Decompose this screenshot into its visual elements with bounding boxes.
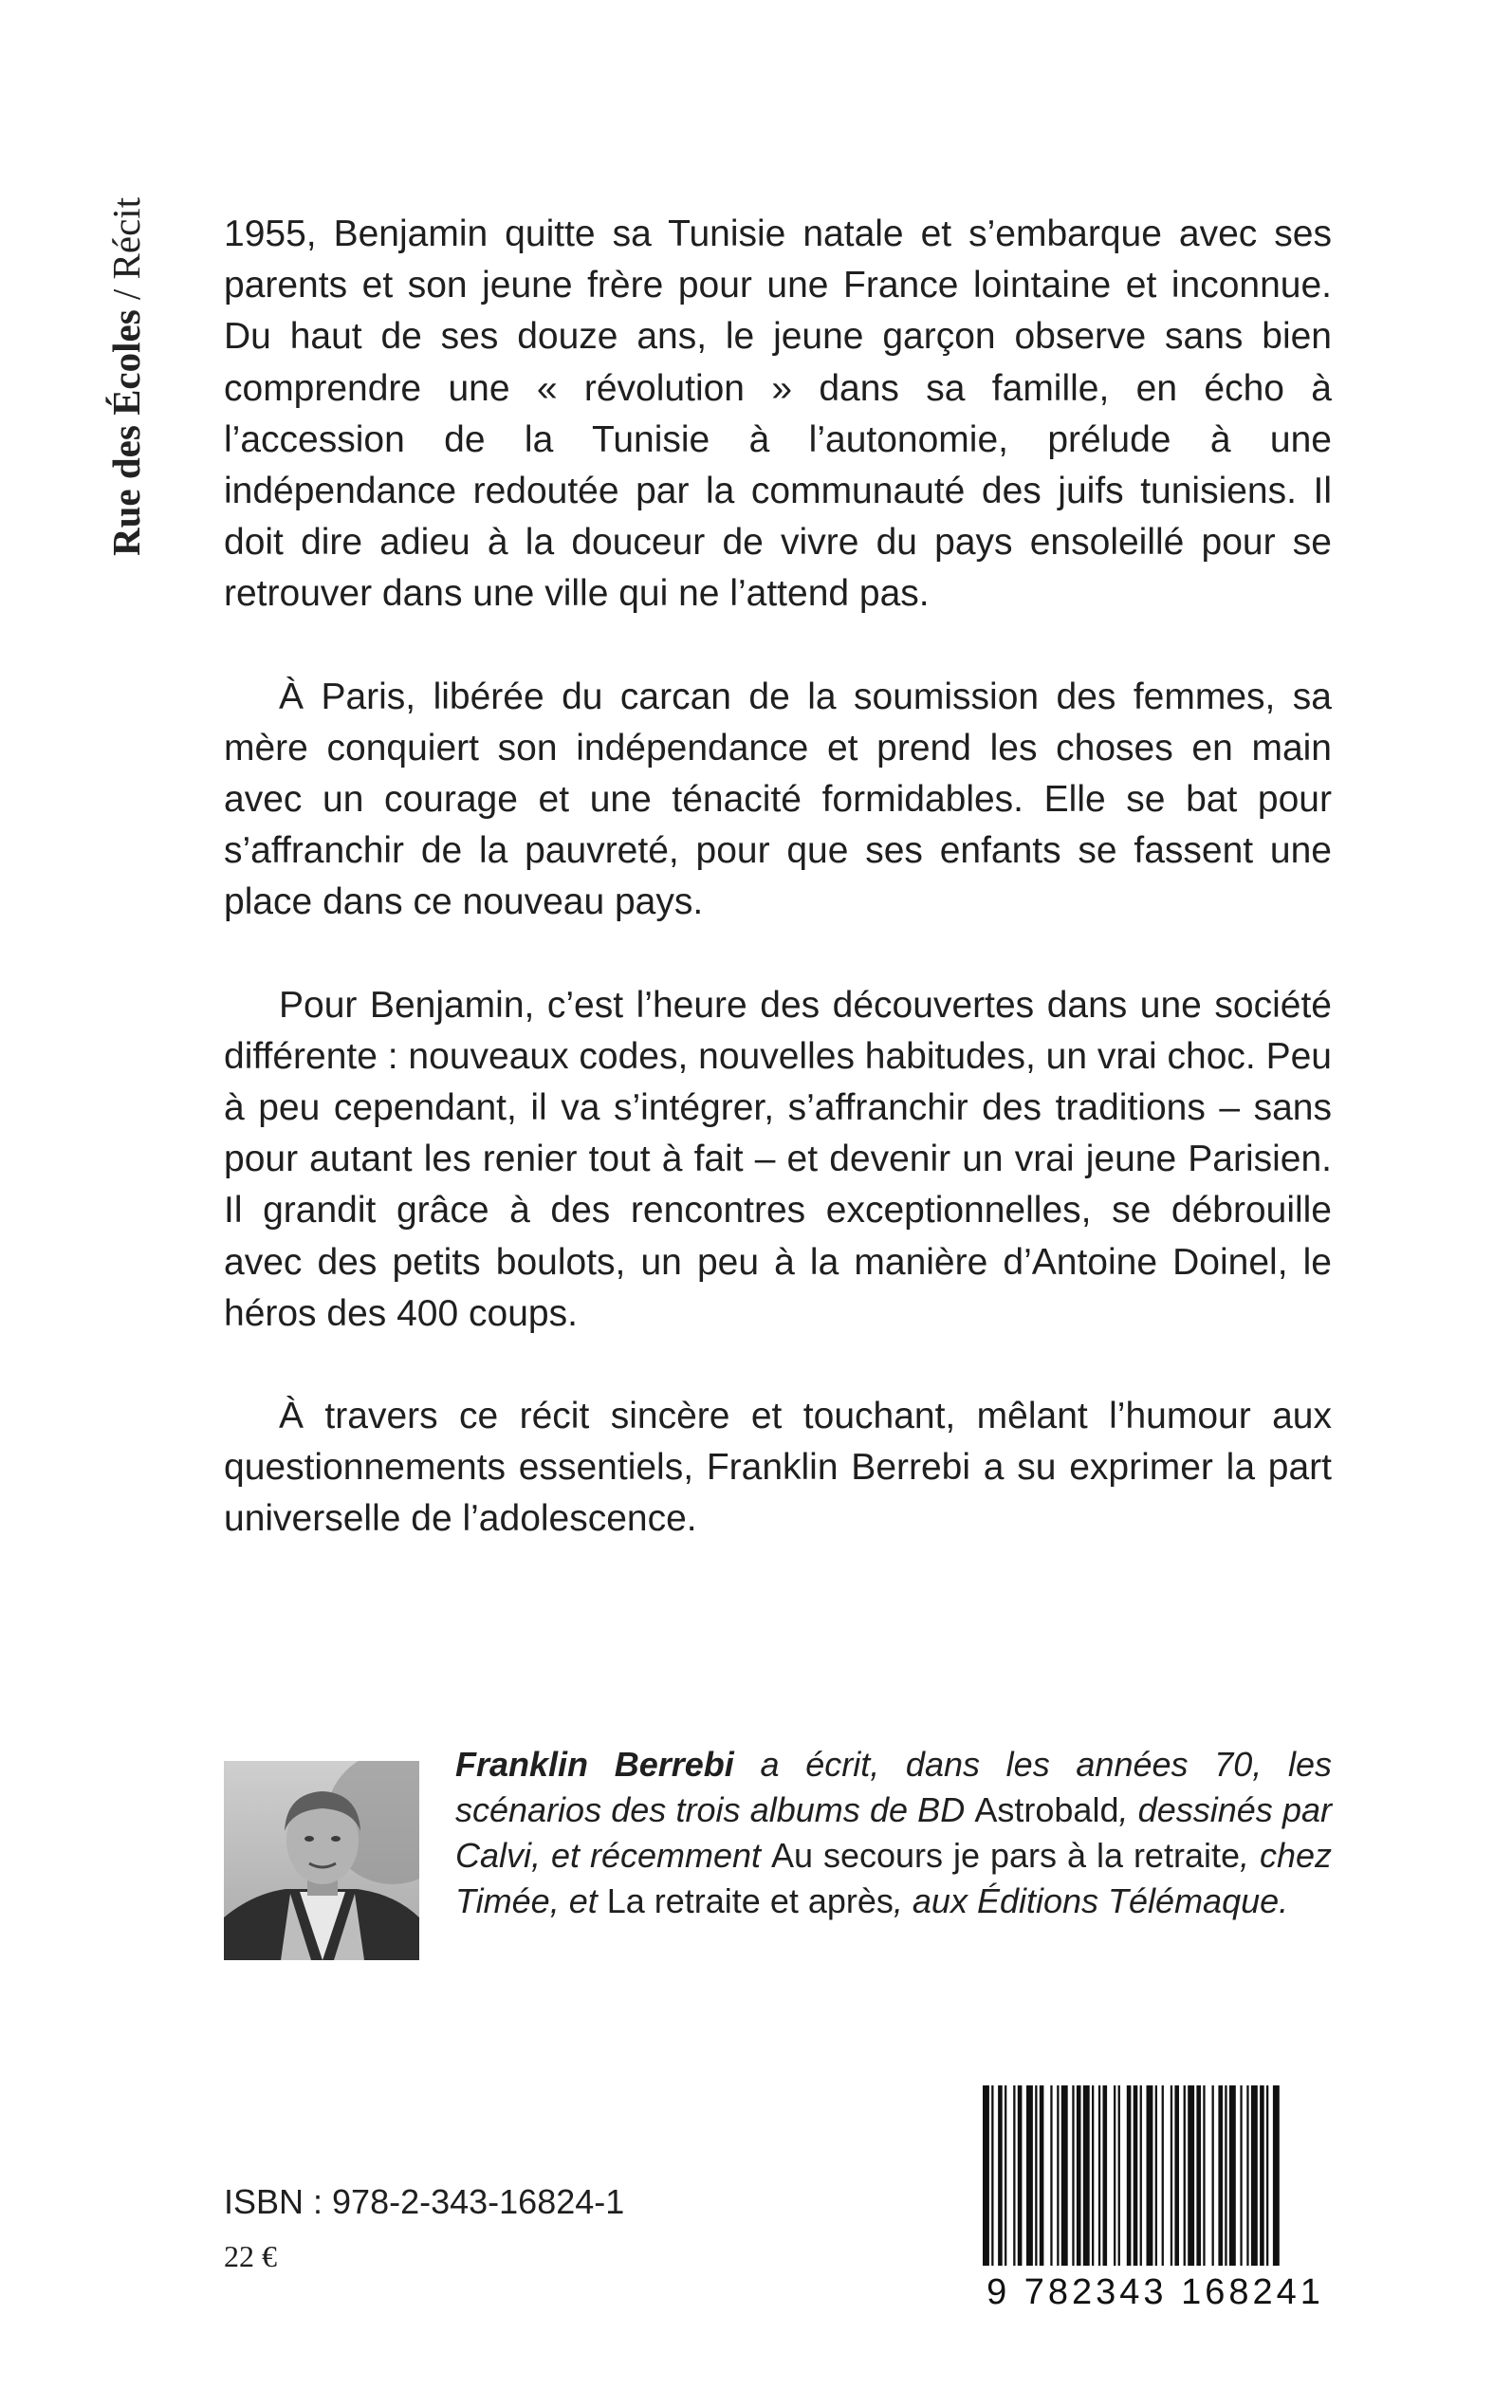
- barcode-bar: [1061, 2085, 1068, 2266]
- back-cover-blurb: [224, 209, 1332, 1597]
- barcode-bar: [998, 2085, 1003, 2266]
- bio-text-4: , aux Éditions Télémaque.: [893, 1881, 1289, 1920]
- barcode-bar: [1026, 2085, 1033, 2266]
- bio-text-3: , chez Timée, et: [455, 1836, 1332, 1920]
- spine-separator: /: [104, 279, 148, 310]
- barcode-bar: [1229, 2085, 1236, 2266]
- barcode-bar: [1118, 2085, 1120, 2266]
- genre-label: Récit: [104, 196, 148, 280]
- bio-work-3: La retraite et après: [606, 1881, 894, 1920]
- barcode-bar: [1083, 2085, 1090, 2266]
- bio-text-1: a écrit, dans les années 70, les scénarios des trois albums de BD: [455, 1745, 1332, 1829]
- bio-text-2: , dessinés par Calvi, et récemment: [455, 1790, 1332, 1875]
- barcode-bar: [1050, 2085, 1052, 2266]
- barcode-bar: [1188, 2085, 1194, 2266]
- barcode-bar: [1147, 2085, 1153, 2266]
- barcode-bar: [1260, 2085, 1264, 2266]
- barcode-bar: [1155, 2085, 1157, 2266]
- barcode-bar: [1218, 2085, 1223, 2266]
- barcode-digits: 9 782343 168241: [986, 2272, 1324, 2312]
- barcode-bar: [1174, 2085, 1179, 2266]
- barcode-bars: [971, 2078, 1339, 2268]
- blurb-paragraph-1: 1955, Benjamin quitte sa Tunisie natale et s’embarque avec ses parents et son jeune frère pour une France lointaine et inconnue. Du haut de ses douze ans, le jeune garçon observe sans bien comprendre une « révolution » dans sa famille, en écho à l’accession de la Tunisie à l’autonomie, prélude à une indépendance redoutée par la communauté des juifs tunisiens. Il doit dire adieu à la douceur de vivre du pays ensoleillé pour se retrouver dans une ville qui ne l’attend pas.: [224, 213, 1332, 615]
- barcode-bar: [1266, 2085, 1268, 2266]
- author-photo: [224, 1761, 419, 1960]
- barcode-bar: [1246, 2085, 1248, 2266]
- barcode-bar: [1212, 2085, 1214, 2266]
- barcode-bar: [1103, 2085, 1108, 2266]
- barcode-bar: [991, 2085, 993, 2266]
- barcode-bar: [1134, 2085, 1138, 2266]
- barcode-bar: [1092, 2085, 1094, 2266]
- blurb-paragraph-2: À Paris, libérée du carcan de la soumission des femmes, sa mère conquiert son indépendance et prend les choses en main avec un courage et une ténacité formidables. Elle se bat pour s’affranchir de la pauvreté, pour que ses enfants se fassent une place dans ce nouveau pays.: [224, 676, 1332, 923]
- barcode-bar: [1162, 2085, 1164, 2266]
- barcode: [971, 2078, 1339, 2313]
- bio-work-2: Au secours je pars à la retraite: [770, 1836, 1240, 1875]
- barcode-bar: [1273, 2085, 1280, 2266]
- barcode-bar: [1203, 2085, 1205, 2266]
- spine-title: [102, 110, 150, 556]
- barcode-bar: [1127, 2085, 1132, 2266]
- author-bio: [455, 1742, 1332, 1924]
- blurb-paragraph-3: Pour Benjamin, c’est l’heure des découvertes dans une société différente : nouveaux codes, nouvelles habitudes, un vrai choc. Peu à peu cependant, il va s’intégrer, s’affranchir des traditions – sans pour autant les renier tout à fait – et devenir un vrai jeune Parisien. Il grandit grâce à des rencontres exceptionnelles, se débrouille avec des petits boulots, un peu à la manière d’Antoine Doinel, le héros des 400 coups.: [224, 984, 1332, 1334]
- author-portrait-image: [224, 1761, 419, 1960]
- barcode-bar: [1057, 2085, 1059, 2266]
- barcode-bar: [1035, 2085, 1037, 2266]
- barcode-bar: [1005, 2085, 1006, 2266]
- isbn-label: ISBN : 978-2-343-16824-1: [224, 2182, 625, 2221]
- barcode-bar: [1018, 2085, 1023, 2266]
- barcode-bar: [1240, 2085, 1242, 2266]
- series-name: Rue des Écoles: [104, 309, 148, 556]
- barcode-bar: [1225, 2085, 1226, 2266]
- blurb-paragraph-4: À travers ce récit sincère et touchant, mêlant l’humour aux questionnements essentiels, Franklin Berrebi a su exprimer la part universelle de l’adolescence.: [224, 1396, 1332, 1540]
- barcode-bar: [1040, 2085, 1044, 2266]
- bio-work-1: Astrobald: [974, 1790, 1119, 1829]
- author-name: Franklin Berrebi: [455, 1745, 734, 1784]
- barcode-bar: [983, 2085, 989, 2266]
- barcode-bar: [1196, 2085, 1201, 2266]
- barcode-bar: [1114, 2085, 1116, 2266]
- barcode-bar: [1072, 2085, 1074, 2266]
- barcode-bar: [1140, 2085, 1142, 2266]
- barcode-bar: [1171, 2085, 1172, 2266]
- price-label: 22 €: [224, 2239, 277, 2273]
- barcode-bar: [1184, 2085, 1186, 2266]
- barcode-bar: [1251, 2085, 1258, 2266]
- barcode-bar: [1077, 2085, 1081, 2266]
- barcode-bar: [1098, 2085, 1100, 2266]
- barcode-bar: [1013, 2085, 1015, 2266]
